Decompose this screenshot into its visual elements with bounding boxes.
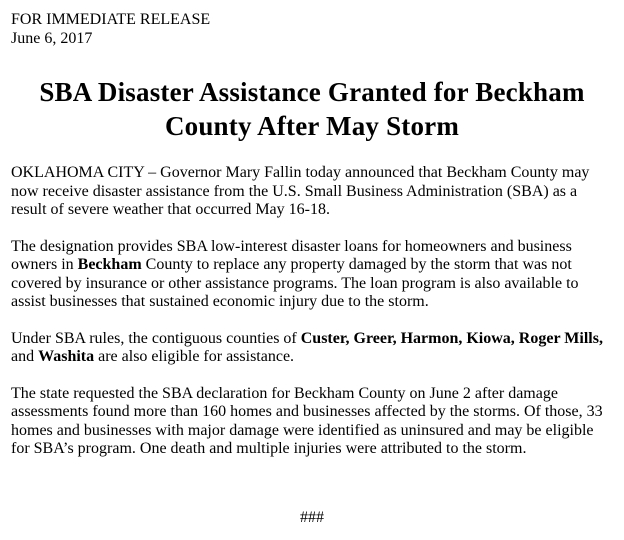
text-run: County to replace any property damaged by the storm that was not covered by insurance or other assistance programs. The loan program is also available to assist businesses that sustained economic injury due to the storm. [11,256,579,310]
bold-text-run: Beckham [77,256,142,273]
paragraph [11,238,613,312]
text-run: and [11,348,39,365]
text-run: The designation provides SBA low-interest disaster loans for homeowners and business owners in [11,237,572,273]
bold-text-run: Washita [38,348,95,365]
text-run: are also eligible for assistance. [94,348,295,365]
paragraph [11,164,613,220]
text-run: Under SBA rules, the contiguous counties of [11,329,301,347]
release-date: June 6, 2017 [11,30,93,47]
end-mark: ### [300,508,324,526]
bold-text-run: Custer, Greer, Harmon, Kiowa, Roger Mills, [300,329,603,347]
paragraph [11,385,613,459]
release-line: FOR IMMEDIATE RELEASE [11,11,211,28]
document-header [11,10,613,48]
document-body [11,164,613,459]
paragraph [11,330,613,367]
document-title: SBA Disaster Assistance Granted for Beckham County After May Storm [39,77,585,141]
text-run: OKLAHOMA CITY – Governor Mary Fallin today announced that Beckham County may now receive disaster assistance from the U.S. Small Business Administration (SBA) as a result of severe weather that occurred May 16-18. [11,164,590,218]
text-run: The state requested the SBA declaration for Beckham County on June 2 after damage assessments found more than 160 homes and businesses affected by the storms. Of those, 33 homes and businesses with major damage were identified as uninsured and may be eligible for SBA’s program. One death and multiple injuries were attributed to the storm. [11,384,603,457]
